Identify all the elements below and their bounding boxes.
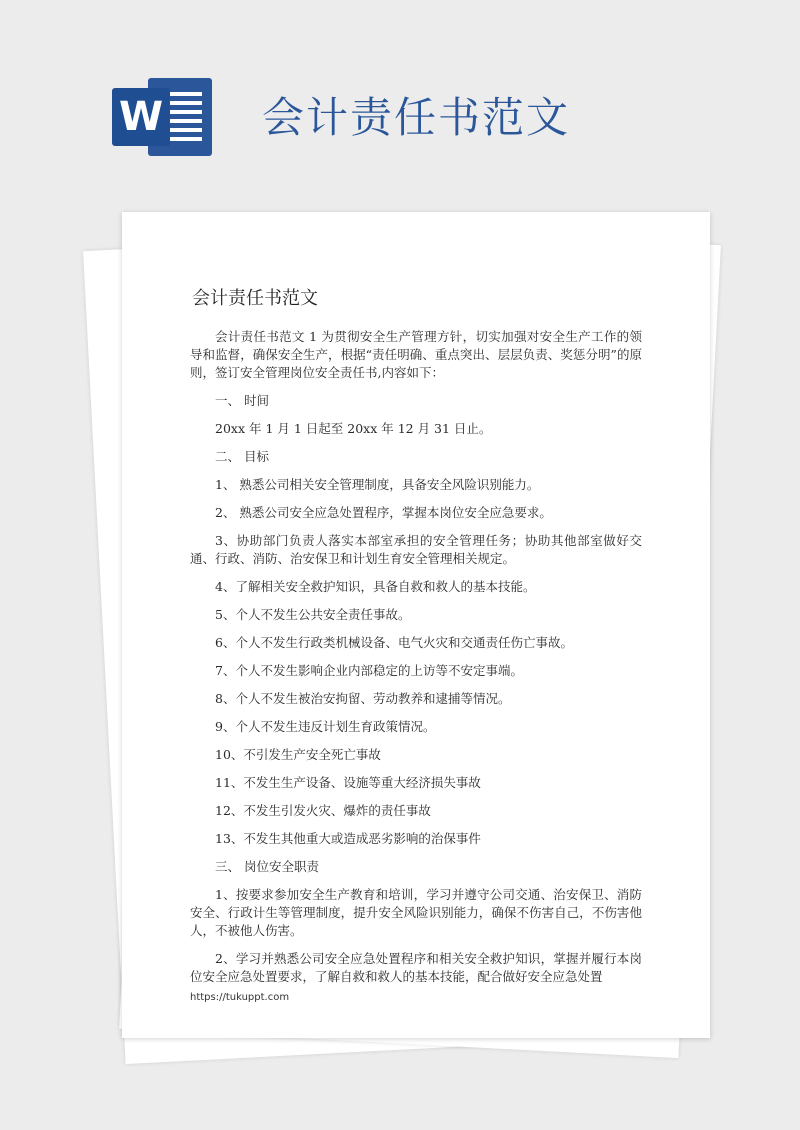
document-body — [190, 328, 642, 996]
word-document-icon — [112, 78, 212, 156]
paragraph: 7、个人不发生影响企业内部稳定的上访等不安定事端。 — [215, 663, 523, 678]
paragraph: 5、个人不发生公共安全责任事故。 — [215, 607, 411, 622]
paragraph: 1、 熟悉公司相关安全管理制度，具备安全风险识别能力。 — [215, 477, 540, 492]
paragraph: 二、 目标 — [215, 449, 269, 464]
paragraph: 2、 熟悉公司安全应急处置程序，掌握本岗位安全应急要求。 — [215, 505, 552, 520]
banner — [0, 0, 800, 200]
paragraph: 3、协助部门负责人落实本部室承担的安全管理任务；协助其他部室做好交通、行政、消防、治安保卫和计划生育安全管理相关规定。 — [190, 533, 642, 566]
paragraph: 一、 时间 — [215, 393, 269, 408]
paragraph: 9、个人不发生违反计划生育政策情况。 — [215, 719, 436, 734]
paragraph: 11、不发生生产设备、设施等重大经济损失事故 — [215, 775, 481, 790]
paragraph: 1、按要求参加安全生产教育和培训，学习并遵守公司交通、治安保卫、消防安全、行政计生等管理制度，提升安全风险识别能力，确保不伤害自己，不伤害他人，不被他人伤害。 — [190, 887, 642, 938]
paragraph: 12、不发生引发火灾、爆炸的责任事故 — [215, 803, 431, 818]
paragraph: 6、个人不发生行政类机械设备、电气火灾和交通责任伤亡事故。 — [215, 635, 573, 650]
paragraph: 4、了解相关安全救护知识，具备自救和救人的基本技能。 — [215, 579, 536, 594]
paragraph: 8、个人不发生被治安拘留、劳动教养和逮捕等情况。 — [215, 691, 511, 706]
paragraph: 2、学习并熟悉公司安全应急处置程序和相关安全救护知识，掌握并履行本岗位安全应急处置要求，了解自救和救人的基本技能，配合做好安全应急处置 — [190, 951, 642, 984]
paragraph: 三、 岗位安全职责 — [215, 859, 319, 874]
paragraph: 会计责任书范文 1 为贯彻安全生产管理方针，切实加强对安全生产工作的领导和监督，确保安全生产，根据“责任明确、重点突出、层层负责、奖惩分明”的原则，签订安全管理岗位安全责任书,内容如下： — [190, 329, 642, 380]
paragraph: 13、不发生其他重大或造成恶劣影响的治保事件 — [215, 831, 481, 846]
document-page — [122, 212, 710, 1038]
paragraph: 10、不引发生产安全死亡事故 — [215, 747, 381, 762]
word-logo-letter: W — [112, 88, 170, 146]
document-title: 会计责任书范文 — [192, 288, 318, 309]
footer-url[interactable]: https://tukuppt.com — [190, 992, 290, 1003]
banner-title: 会计责任书范文 — [262, 93, 571, 142]
paragraph: 20xx 年 1 月 1 日起至 20xx 年 12 月 31 日止。 — [215, 421, 492, 436]
